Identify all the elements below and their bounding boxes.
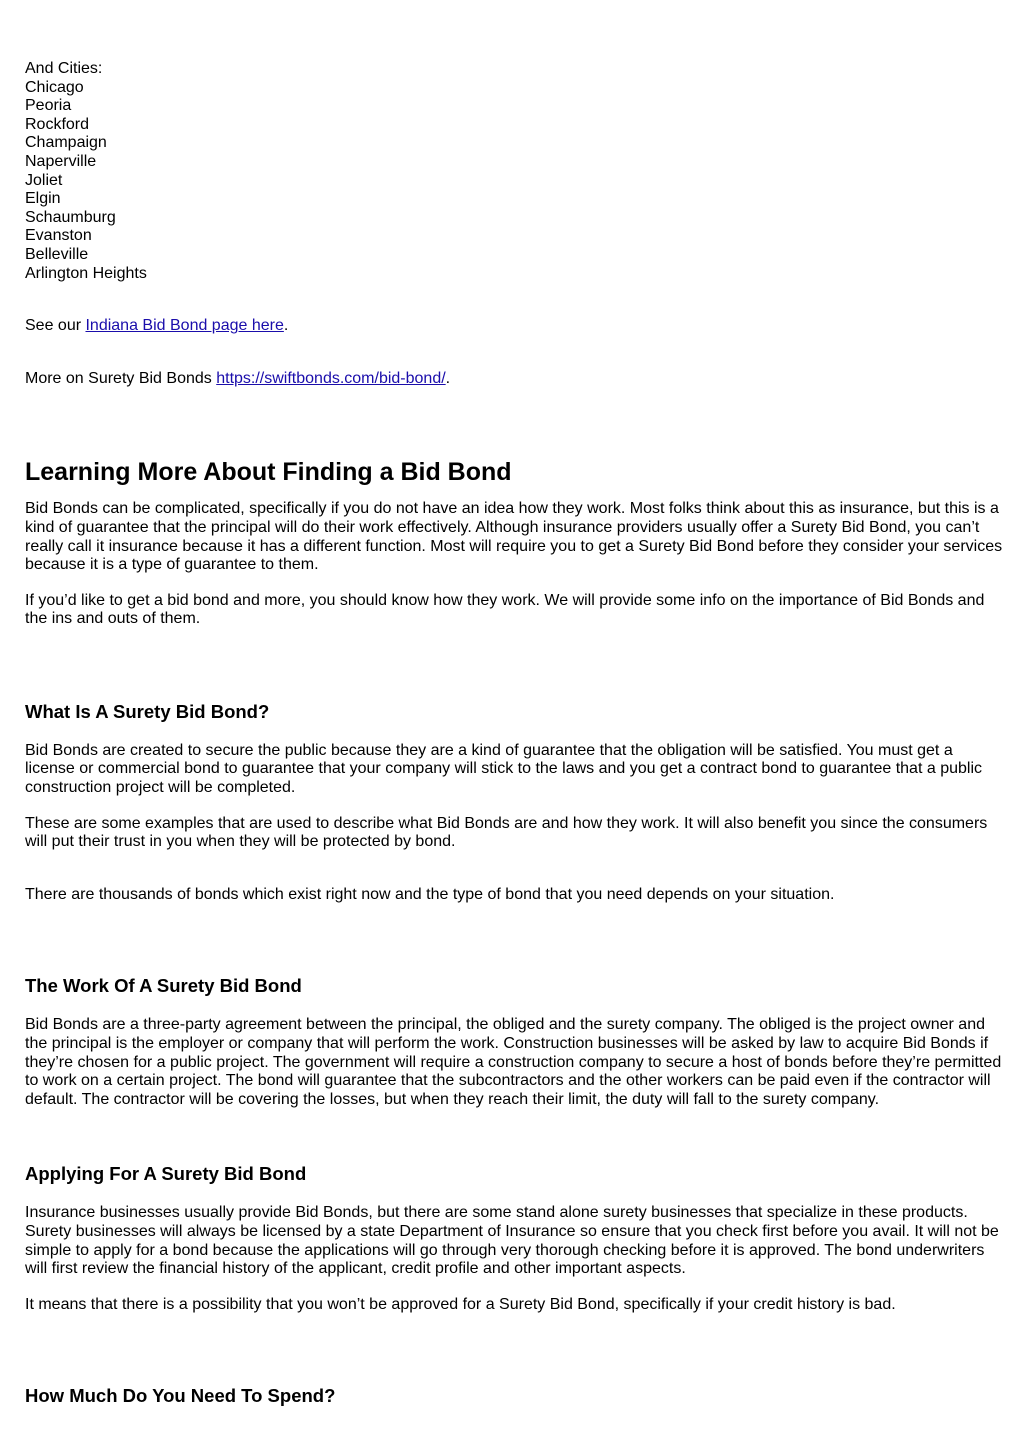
section-paragraph: It means that there is a possibility that you won’t be approved for a Surety Bid Bond, specifically if your credit history is bad. <box>25 1295 896 1313</box>
section-heading-work-of: The Work Of A Surety Bid Bond <box>25 975 302 997</box>
city-item: Peoria <box>25 97 72 115</box>
section-heading-applying: Applying For A Surety Bid Bond <box>25 1163 307 1185</box>
section-heading-learning-more: Learning More About Finding a Bid Bond <box>25 458 512 487</box>
section-paragraph: Bid Bonds can be complicated, specifically if you do not have an idea how they work. Most folks think about this as insurance, but this is a kind of guarantee that the principal will do their work effectively. Although insurance providers usually offer a Surety Bid Bond, you can’t really call it insurance because it has a different function. Most will require you to get a Surety Bid Bond before they consider your services because it is a type of guarantee to them. <box>25 500 1003 574</box>
more-on-paragraph <box>25 370 1005 389</box>
city-item: Rockford <box>25 115 90 133</box>
more-on-suffix: . <box>445 369 451 387</box>
city-item: Naperville <box>25 152 97 170</box>
see-our-paragraph <box>25 317 1005 336</box>
section-paragraph: There are thousands of bonds which exist right now and the type of bond that you need depends on your situation. <box>25 885 835 903</box>
document-page <box>25 60 1005 1407</box>
city-item: Schaumburg <box>25 208 116 226</box>
indiana-bid-bond-link[interactable]: Indiana Bid Bond page here <box>85 317 284 335</box>
city-item: Evanston <box>25 227 92 245</box>
more-on-prefix: More on Surety Bid Bonds <box>25 369 217 387</box>
section-paragraph: These are some examples that are used to describe what Bid Bonds are and how they work. It will also benefit you since the consumers will put their trust in you when they will be protected by bond. <box>25 814 988 851</box>
city-item: Belleville <box>25 245 89 263</box>
city-item: Chicago <box>25 78 84 96</box>
see-our-suffix: . <box>283 317 289 335</box>
section-paragraph: Insurance businesses usually provide Bid Bonds, but there are some stand alone surety businesses that specialize in these products. Surety businesses will always be licensed by a state Department of Insurance so ensure that you check first before you avail. It will not be simple to apply for a bond because the applications will go through very thorough checking before it is approved. The bond underwriters will first review the financial history of the applicant, credit profile and other important aspects. <box>25 1204 999 1278</box>
city-item: Elgin <box>25 190 61 208</box>
section-paragraph: If you’d like to get a bid bond and more, you should know how they work. We will provide some info on the importance of Bid Bonds and the ins and outs of them. <box>25 591 985 628</box>
city-item: Joliet <box>25 171 63 189</box>
section-paragraph: Bid Bonds are a three-party agreement between the principal, the obliged and the surety company. The obliged is the project owner and the principal is the employer or company that will perform the work. Construction businesses will be asked by law to acquire Bid Bonds if they’re chosen for a public project. The government will require a construction company to secure a host of bonds before they’re permitted to work on a certain project. The bond will guarantee that the subcontractors and the other workers can be paid even if the contractor will default. The contractor will be covering the losses, but when they reach their limit, the duty will fall to the surety company. <box>25 1016 1002 1108</box>
city-item: Arlington Heights <box>25 264 147 282</box>
section-heading-what-is: What Is A Surety Bid Bond? <box>25 700 270 722</box>
city-item: Champaign <box>25 134 107 152</box>
cities-list <box>25 60 1005 283</box>
swiftbonds-bid-bond-link[interactable]: https://swiftbonds.com/bid-bond/ <box>216 369 446 387</box>
see-our-prefix: See our <box>25 317 86 335</box>
cities-label: And Cities: <box>25 60 103 77</box>
section-paragraph: Bid Bonds are created to secure the public because they are a kind of guarantee that the obligation will be satisfied. You must get a license or commercial bond to guarantee that your company will stick to the laws and you get a contract bond to guarantee that a public construction project will be completed. <box>25 741 982 797</box>
section-heading-how-much: How Much Do You Need To Spend? <box>25 1385 336 1407</box>
